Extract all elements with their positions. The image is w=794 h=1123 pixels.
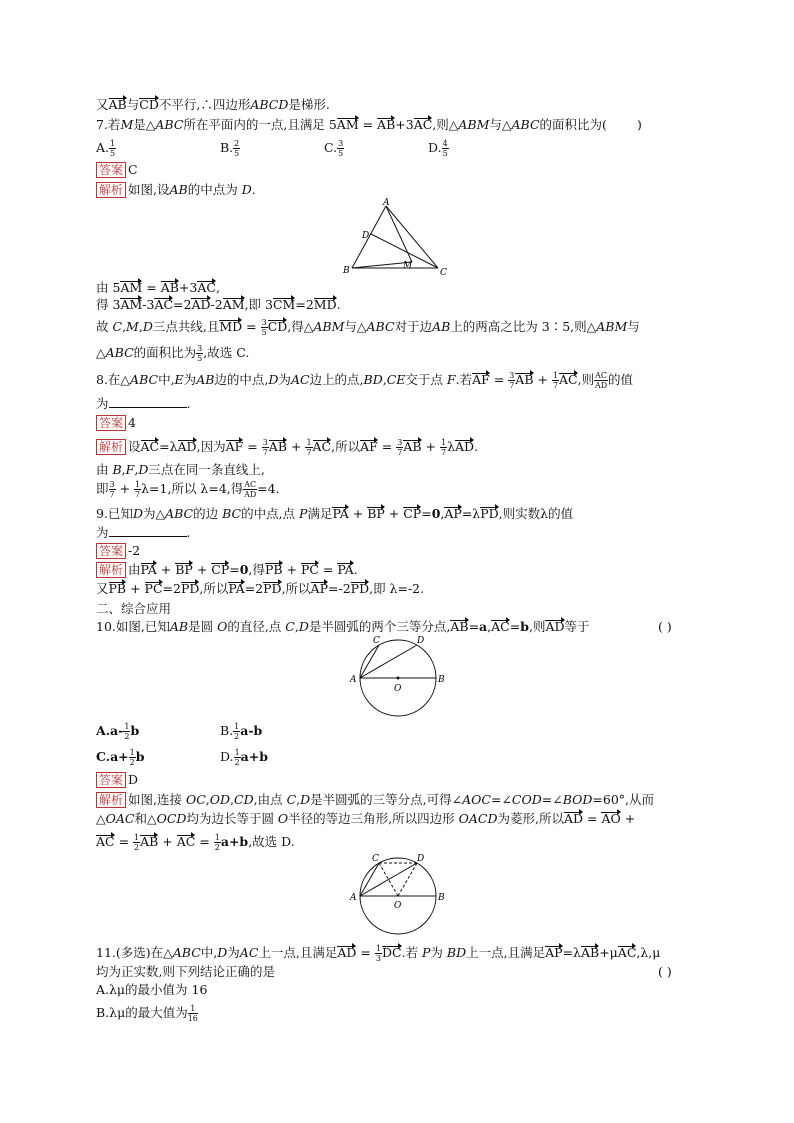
answer-blank[interactable]: [109, 397, 187, 408]
question-11-option-b: B.λμ的最大值为 $\frac{1}{16}$: [96, 1004, 198, 1023]
answer-8: 答案 4: [96, 415, 136, 431]
figure-circle-analysis: [348, 848, 453, 936]
question-11-option-a: A.λμ的最小值为 16: [96, 982, 208, 997]
label-C: C: [372, 854, 379, 864]
label-B: B: [438, 675, 445, 685]
question-9-stem2: 为 .: [96, 525, 191, 540]
analysis-7-line2: 由 5AM = AB+3AC,: [96, 280, 220, 295]
answer-10: 答案 D: [96, 772, 138, 788]
question-10-options-row2: C.a+ $\frac{1}{2}$ b D. $\frac{1}{2}$ a+b: [96, 748, 268, 767]
question-8-stem2: 为 .: [96, 396, 191, 411]
label-C: C: [373, 636, 380, 646]
text-line: 又AB与CD不平行,∴四边形ABCD是梯形.: [96, 97, 330, 112]
analysis-9-line2: 又PB + PC=2PD,所以PA=2PD,所以AP=-2PD,即 λ=-2.: [96, 581, 425, 596]
analysis-7-line4: 故 C,M,D三点共线,且MD = $\frac{3}{5}$ CD,得△ABM与△ABC对于边AB上的两高之比为 3∶5,则△ABM与: [96, 318, 640, 337]
question-10-paren: ( ): [658, 619, 672, 634]
answer-7: 答案 C: [96, 162, 138, 178]
question-7-stem: 7.若M是△ABC所在平面内的一点,且满足 5AM = AB+3AC,则△ABM与△ABC的面积比为( ): [96, 117, 642, 132]
answer-blank[interactable]: [109, 526, 187, 537]
label-A: A: [350, 893, 357, 903]
analysis-10-line1: 解析 如图,连接 OC,OD,CD,由点 C,D是半圆弧的三等分点,可得∠AOC=∠COD=∠BOD=60°,从而: [96, 792, 654, 808]
label-A: A: [350, 675, 357, 685]
question-11-stem2: 均为正实数,则下列结论正确的是: [96, 964, 275, 979]
analysis-9-line1: 解析 由PA + BP + CP=0,得PB + PC = PA.: [96, 562, 358, 578]
answer-9: 答案 -2: [96, 543, 140, 559]
section-title: 二、综合应用: [96, 601, 172, 616]
label-D: D: [362, 231, 370, 241]
question-8-stem: 8.在△ABC中,E为AB边的中点,D为AC边上的点,BD,CE交于点 F.若AF = $\frac{3}{7}$ AB + $\frac{1}{7}$ AC,则 $\frac{AC}{AD}$ 的值: [96, 371, 634, 390]
label-B: B: [343, 266, 350, 276]
figure-circle-q10: [348, 632, 453, 720]
analysis-10-line3: AC = $\frac{1}{2}$ AB + AC = $\frac{1}{2}$ a+b,故选 D.: [96, 833, 295, 852]
analysis-8-line3: 即 $\frac{3}{7}$ + $\frac{1}{7}$ λ=1,所以 λ=4,得 $\frac{AC}{AD}$ =4.: [96, 480, 280, 499]
question-11-paren: ( ): [658, 964, 672, 979]
analysis-8-line1: 解析 设AC=λAD,因为AF = $\frac{3}{7}$ AB + $\frac{1}{7}$ AC,所以AF = $\frac{3}{7}$ AB + $\frac{1}{7}$ λAD.: [96, 438, 478, 457]
label-M: M: [403, 261, 413, 271]
question-11-stem: 11.(多选)在△ABC中,D为AC上一点,且满足AD = $\frac{1}{3}$ DC.若 P为 BD上一点,且满足AP=λAB+μAC,λ,μ: [96, 944, 661, 963]
label-B: B: [438, 893, 445, 903]
analysis-7-line5: △ABC的面积比为 $\frac{3}{5}$ ,故选 C.: [96, 344, 250, 363]
label-D: D: [417, 854, 425, 864]
label-O: O: [394, 901, 402, 911]
label-C: C: [440, 268, 447, 278]
question-7-options: A. $\frac{1}{5}$ B. $\frac{2}{5}$ C. $\frac{3}{5}$ D. $\frac{4}{5}$: [96, 139, 448, 158]
question-10-stem: 10.如图,已知AB是圆 O的直径,点 C,D是半圆弧的两个三等分点,AB=a,AC=b,则AD等于: [96, 619, 590, 634]
analysis-10-line2: △OAC和△OCD均为边长等于圆 O半径的等边三角形,所以四边形 OACD为菱形,所以AD = AO +: [96, 811, 636, 826]
analysis-7-line3: 得 3AM-3AC=2AD-2AM,即 3CM=2MD.: [96, 297, 341, 312]
label-O: O: [394, 684, 402, 694]
analysis-7-line1: 解析 如图,设AB的中点为 D.: [96, 182, 256, 198]
question-9-stem: 9.已知D为△ABC的边 BC的中点,点 P满足PA + BP + CP=0,AP=λPD,则实数λ的值: [96, 506, 574, 521]
label-A: A: [383, 198, 390, 208]
label-D: D: [417, 636, 425, 646]
analysis-8-line2: 由 B,F,D三点在同一条直线上,: [96, 462, 265, 477]
figure-triangle-abc: [340, 198, 455, 278]
question-10-options-row1: A.a- $\frac{1}{2}$ b B. $\frac{1}{2}$ a-b: [96, 722, 263, 741]
